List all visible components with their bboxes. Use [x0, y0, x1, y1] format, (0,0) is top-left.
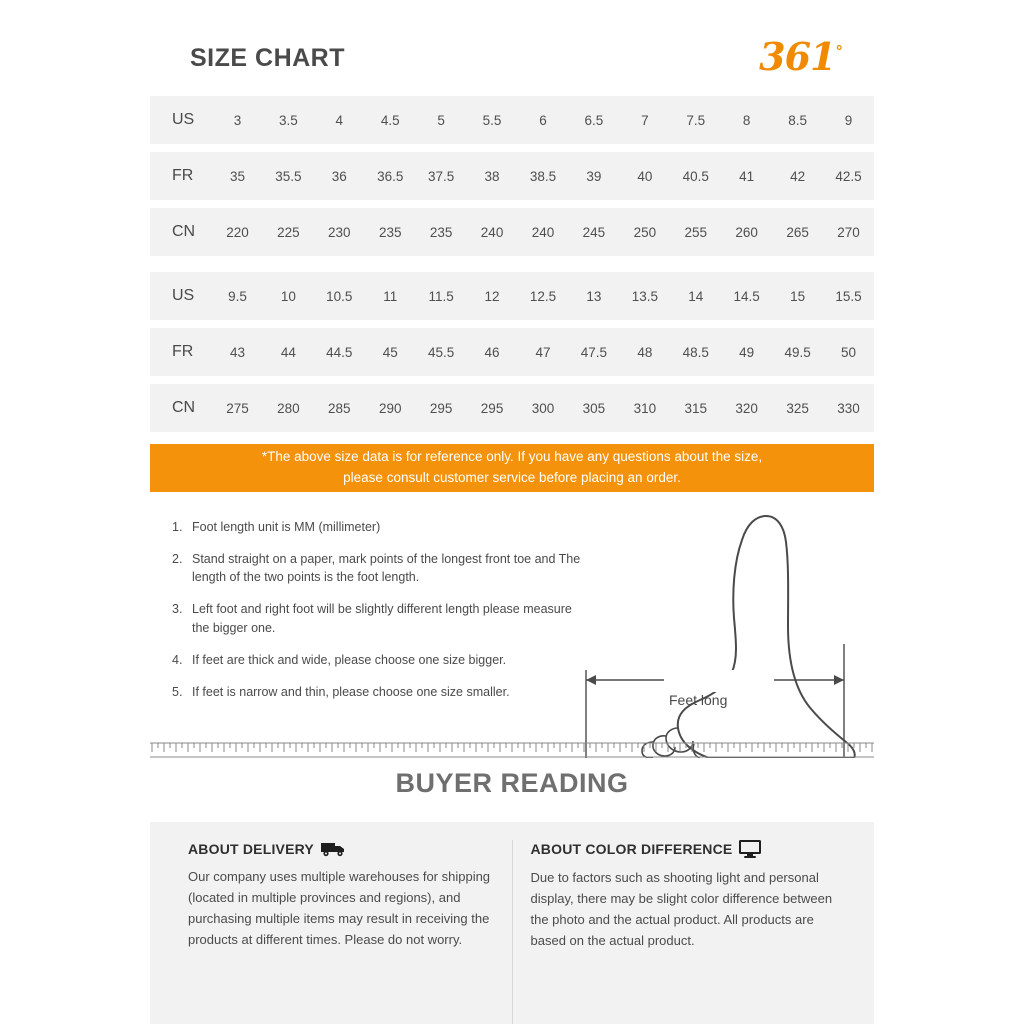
table-cell: 38 — [484, 168, 500, 184]
table-cell: 8.5 — [788, 112, 807, 128]
table-cell: 220 — [226, 224, 249, 240]
size-disclaimer-banner — [150, 444, 874, 492]
table-cell: 245 — [582, 224, 606, 240]
table-cell: 250 — [633, 224, 657, 240]
table-cell: 37.5 — [428, 168, 455, 184]
row-cells — [212, 289, 874, 304]
size-table — [150, 96, 874, 440]
table-cell: 295 — [480, 400, 504, 416]
table-cell: 270 — [837, 224, 860, 240]
table-cell: 290 — [378, 400, 402, 416]
step-text: If feet are thick and wide, please choose one size bigger. — [192, 652, 507, 667]
table-cell: 13 — [586, 288, 602, 304]
row-label: US — [172, 287, 195, 304]
row-label: US — [172, 111, 195, 128]
measure-instructions-section — [150, 506, 874, 758]
table-cell: 11.5 — [428, 288, 454, 304]
card-heading: ABOUT DELIVERY — [188, 840, 314, 857]
step-text: Left foot and right foot will be slightly different length please measure the bigger one. — [192, 602, 572, 635]
table-cell: 225 — [277, 224, 300, 240]
card-header — [531, 840, 837, 858]
card-body: Due to factors such as shooting light and personal display, there may be slight color difference between the photo and the actual product. All products are based on the actual product. — [530, 870, 833, 949]
step-number: 2. — [172, 552, 183, 567]
table-cell: 240 — [480, 224, 504, 240]
brand-logo — [759, 34, 842, 79]
table-gap — [150, 264, 874, 272]
table-cell: 310 — [633, 400, 657, 416]
foot-outline-icon — [574, 514, 874, 758]
table-row — [150, 152, 874, 200]
table-cell: 320 — [735, 400, 758, 416]
row-label: CN — [172, 223, 196, 240]
card-header — [188, 840, 494, 857]
monitor-icon — [739, 840, 761, 858]
table-row — [150, 96, 874, 144]
table-cell: 4.5 — [380, 112, 400, 128]
table-cell: 240 — [531, 224, 555, 240]
table-cell: 275 — [226, 400, 249, 416]
table-cell: 14.5 — [733, 288, 760, 304]
table-cell: 35 — [229, 168, 245, 184]
about-color-difference-card — [513, 840, 855, 1024]
instruction-list — [172, 518, 592, 715]
table-cell: 12.5 — [529, 288, 557, 304]
table-cell: 48.5 — [682, 344, 709, 360]
table-cell: 50 — [841, 344, 857, 360]
table-cell: 46 — [484, 344, 500, 360]
disclaimer-line-2: please consult customer service before placing an order. — [343, 470, 681, 485]
table-cell: 300 — [531, 400, 555, 416]
table-cell: 36.5 — [377, 168, 404, 184]
table-cell: 49.5 — [784, 344, 811, 360]
table-cell: 49 — [739, 344, 755, 360]
table-cell: 4 — [335, 112, 344, 128]
table-cell: 7 — [641, 112, 649, 128]
list-item — [172, 550, 592, 586]
step-text: Foot length unit is MM (millimeter) — [192, 520, 381, 534]
table-row — [150, 384, 874, 432]
table-cell: 11 — [383, 288, 398, 304]
table-cell: 39 — [586, 168, 602, 184]
brand-name: 361 — [759, 34, 836, 79]
table-cell: 41 — [739, 168, 755, 184]
card-body: Our company uses multiple warehouses for shipping (located in multiple provinces and regions), and purchasing multiple items may result in receiving the products at different times. Please do not worry. — [188, 869, 491, 948]
table-cell: 8 — [742, 112, 751, 128]
list-item — [172, 518, 592, 536]
foot-diagram — [574, 514, 874, 758]
table-cell: 42.5 — [835, 168, 862, 184]
table-cell: 260 — [735, 224, 758, 240]
table-cell: 45 — [382, 344, 398, 360]
table-cell: 48 — [637, 344, 653, 360]
table-cell: 5 — [437, 112, 445, 128]
step-number: 3. — [172, 602, 183, 617]
table-cell: 35.5 — [275, 168, 302, 184]
page-header — [150, 30, 874, 86]
ruler-graphic — [150, 742, 874, 758]
row-cells — [212, 345, 874, 360]
table-cell: 7.5 — [686, 112, 706, 128]
table-cell: 42 — [790, 168, 806, 184]
table-row — [150, 328, 874, 376]
table-cell: 305 — [582, 400, 606, 416]
row-label: CN — [172, 399, 196, 416]
table-row — [150, 208, 874, 256]
table-cell: 10.5 — [326, 288, 353, 304]
table-cell: 43 — [229, 344, 245, 360]
table-cell: 40.5 — [682, 168, 709, 184]
table-cell: 10 — [280, 288, 296, 304]
table-cell: 325 — [786, 400, 809, 416]
card-heading: ABOUT COLOR DIFFERENCE — [530, 841, 733, 857]
table-cell: 9.5 — [228, 288, 247, 304]
table-cell: 36 — [331, 168, 347, 184]
table-cell: 45.5 — [428, 344, 455, 360]
table-cell: 9 — [844, 112, 853, 128]
about-delivery-card — [170, 840, 513, 1024]
table-cell: 315 — [684, 400, 708, 416]
table-cell: 5.5 — [482, 112, 502, 128]
table-cell: 255 — [684, 224, 708, 240]
feet-long-label: Feet long — [669, 692, 728, 708]
row-cells — [212, 113, 874, 128]
step-number: 1. — [172, 520, 183, 534]
truck-icon — [321, 840, 347, 857]
table-cell: 15 — [790, 288, 806, 304]
list-item — [172, 651, 592, 669]
table-cell: 285 — [328, 400, 351, 416]
step-number: 4. — [172, 652, 183, 667]
table-row — [150, 272, 874, 320]
row-label: FR — [172, 343, 194, 360]
list-item — [172, 600, 592, 636]
table-cell: 14 — [688, 288, 704, 304]
disclaimer-line-1: *The above size data is for reference only. If you have any questions about the size, — [261, 449, 763, 465]
row-cells — [212, 169, 874, 184]
step-text: Stand straight on a paper, mark points of the longest front toe and The length of the two points is the foot length. — [192, 552, 581, 585]
step-text: If feet is narrow and thin, please choose one size smaller. — [192, 684, 510, 699]
table-cell: 330 — [837, 400, 860, 416]
table-cell: 235 — [378, 224, 402, 240]
table-cell: 47.5 — [580, 344, 608, 360]
list-item — [172, 683, 592, 701]
table-cell: 12 — [484, 288, 500, 304]
ruler-icon — [150, 742, 874, 758]
table-cell: 235 — [429, 224, 453, 240]
table-cell: 6.5 — [584, 112, 604, 128]
table-cell: 44 — [280, 344, 296, 360]
table-cell: 47 — [535, 344, 551, 360]
brand-degree: ° — [835, 42, 842, 61]
buyer-reading-cards — [150, 822, 874, 1024]
table-cell: 6 — [539, 112, 547, 128]
table-cell: 40 — [637, 168, 653, 184]
table-cell: 44.5 — [326, 344, 353, 360]
table-cell: 38.5 — [529, 168, 557, 184]
table-cell: 265 — [786, 224, 809, 240]
row-cells — [212, 225, 874, 240]
table-cell: 3.5 — [278, 112, 298, 128]
table-cell: 3 — [233, 112, 242, 128]
table-cell: 13.5 — [631, 288, 658, 304]
step-number: 5. — [172, 684, 183, 699]
buyer-reading-title: BUYER READING — [395, 768, 629, 798]
row-cells — [212, 401, 874, 416]
table-cell: 15.5 — [835, 288, 862, 304]
table-cell: 280 — [277, 400, 300, 416]
row-label: FR — [172, 167, 194, 184]
table-cell: 295 — [429, 400, 453, 416]
table-cell: 230 — [328, 224, 351, 240]
page-title: SIZE CHART — [190, 44, 345, 72]
